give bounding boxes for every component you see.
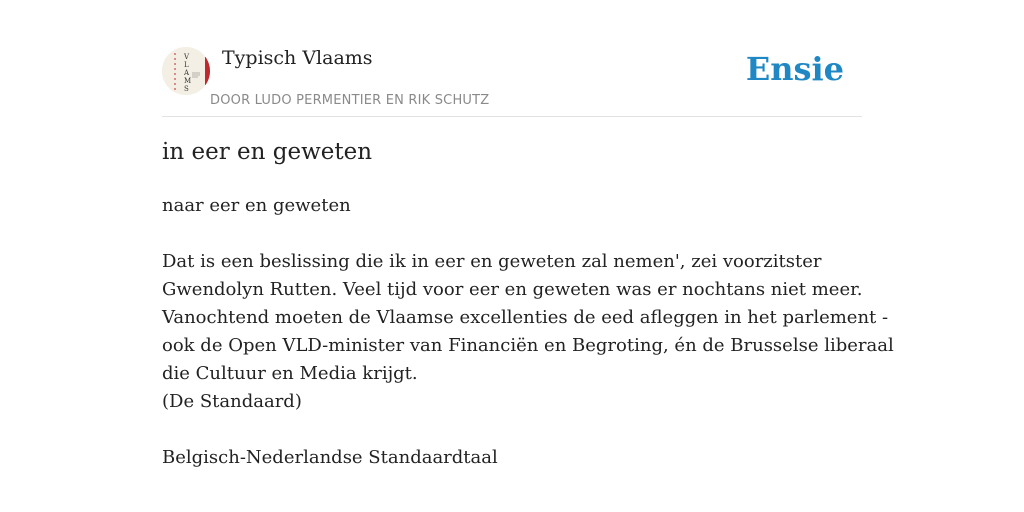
example-line: die Cultuur en Media krijgt. [162, 363, 418, 384]
entry-card [162, 44, 894, 468]
example-source: (De Standaard) [162, 391, 302, 412]
avatar-letter: S [184, 85, 189, 93]
entry-definition: naar eer en geweten [162, 195, 351, 216]
entry-lemma: in eer en geweten [162, 139, 373, 165]
book-authors: DOOR LUDO PERMENTIER EN RIK SCHUTZ [210, 93, 490, 108]
avatar-letter: M [184, 77, 192, 85]
entry-header [162, 44, 862, 117]
example-line: Dat is een beslissing die ik in eer en geweten zal nemen', zei voorzitster [162, 251, 822, 272]
example-line: Vanochtend moeten de Vlaamse excellenties de eed afleggen in het parlement - [162, 307, 889, 328]
spacer [162, 220, 862, 248]
book-title[interactable]: Typisch Vlaams [222, 47, 373, 69]
avatar-letter: L [184, 61, 189, 69]
entry-category: Belgisch-Nederlandse Standaardtaal [162, 447, 498, 468]
book-cover-icon [162, 47, 210, 95]
entry-body [162, 192, 894, 472]
example-line: Gwendolyn Rutten. Veel tijd voor eer en geweten was er nochtans niet meer. [162, 279, 863, 300]
example-line: ook de Open VLD-minister van Financiën en Begroting, én de Brusselse liberaal [162, 335, 894, 356]
avatar-letter: V [184, 53, 190, 61]
ensie-logo[interactable]: Ensie [745, 50, 844, 88]
book-cover-avatar[interactable] [162, 47, 210, 95]
avatar-letter: A [184, 69, 190, 77]
spacer [162, 416, 862, 444]
